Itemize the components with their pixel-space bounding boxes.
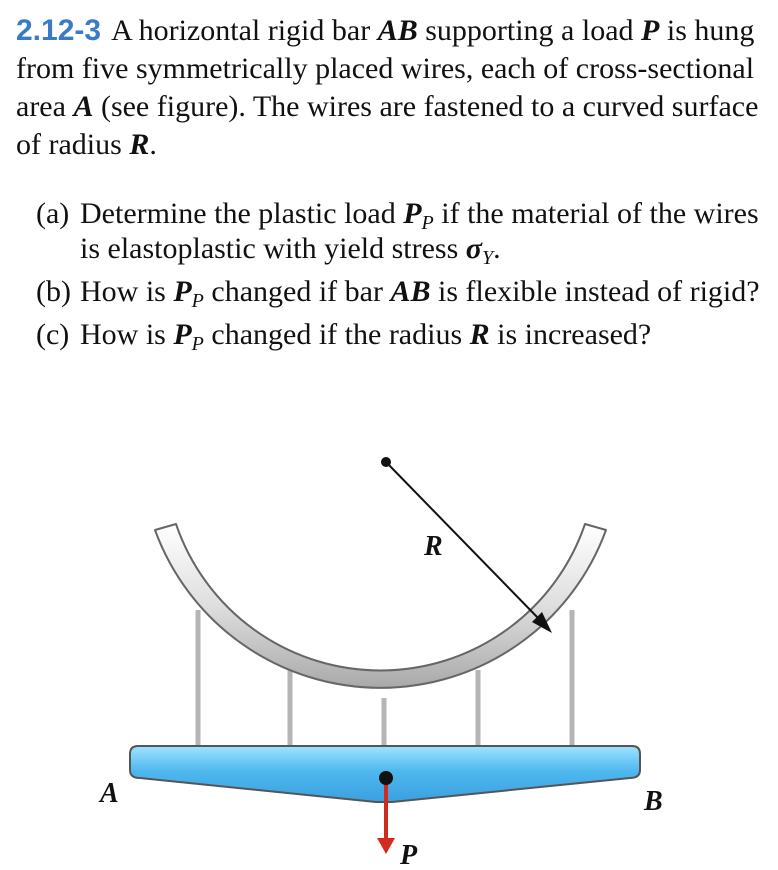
part-c-t3: is increased? [489,318,652,351]
problem-text-2: supporting a load [417,14,642,47]
part-b-t3: is flexible instead of rigid? [430,275,760,308]
label-B: B [644,786,663,817]
bar-name: AB [377,14,418,47]
plastic-load-subscript: P [421,212,434,234]
radius-symbol: R [469,318,490,351]
part-c-t1: How is [80,318,174,351]
part-a-t1: Determine the plastic load [80,197,404,230]
problem-text-5: . [149,128,157,161]
label-P: P [400,840,418,870]
part-a-t3: . [493,232,501,265]
part-a-t2: if the material of the wires is elastoplastic with yield stress [80,197,759,265]
plastic-load-subscript: P [191,290,204,312]
part-a-text [80,196,760,269]
label-R: R [424,531,443,562]
load-symbol: P [641,14,660,47]
plastic-load-symbol: P [173,275,192,308]
label-A: A [100,778,119,809]
radius-line [386,462,540,620]
problem-text-1: A horizontal rigid bar [111,14,378,47]
plastic-load-symbol: P [403,197,422,230]
yield-stress-symbol: σ [465,232,482,265]
problem-text-4: (see figure). The wires are fastened to a curved surface of radius [16,90,759,161]
part-a-label: (a) [36,197,70,230]
problem-text-3: is hung from five symmetrically placed wires, each of cross-sectional area [16,14,755,123]
figure [0,440,778,870]
radius-symbol: R [129,128,150,161]
part-c [36,317,760,355]
load-point [379,771,393,785]
part-b-text [80,274,760,312]
plastic-load-subscript: P [191,333,204,355]
load-arrowhead [377,838,395,854]
curved-surface [155,524,606,688]
yield-stress-subscript: Y [481,247,494,269]
part-b-label: (b) [36,275,71,308]
part-c-label: (c) [36,318,70,351]
problem-number: 2.12-3 [16,14,102,47]
bar-name: AB [390,275,431,308]
problem-parts [36,196,760,360]
part-b [36,274,760,312]
part-a [36,196,760,269]
part-c-t2: changed if the radius [203,318,470,351]
plastic-load-symbol: P [173,318,192,351]
problem-statement [16,12,760,164]
part-b-t1: How is [80,275,174,308]
part-c-text [80,317,760,355]
area-symbol: A [73,90,94,123]
part-b-t2: changed if bar [203,275,391,308]
